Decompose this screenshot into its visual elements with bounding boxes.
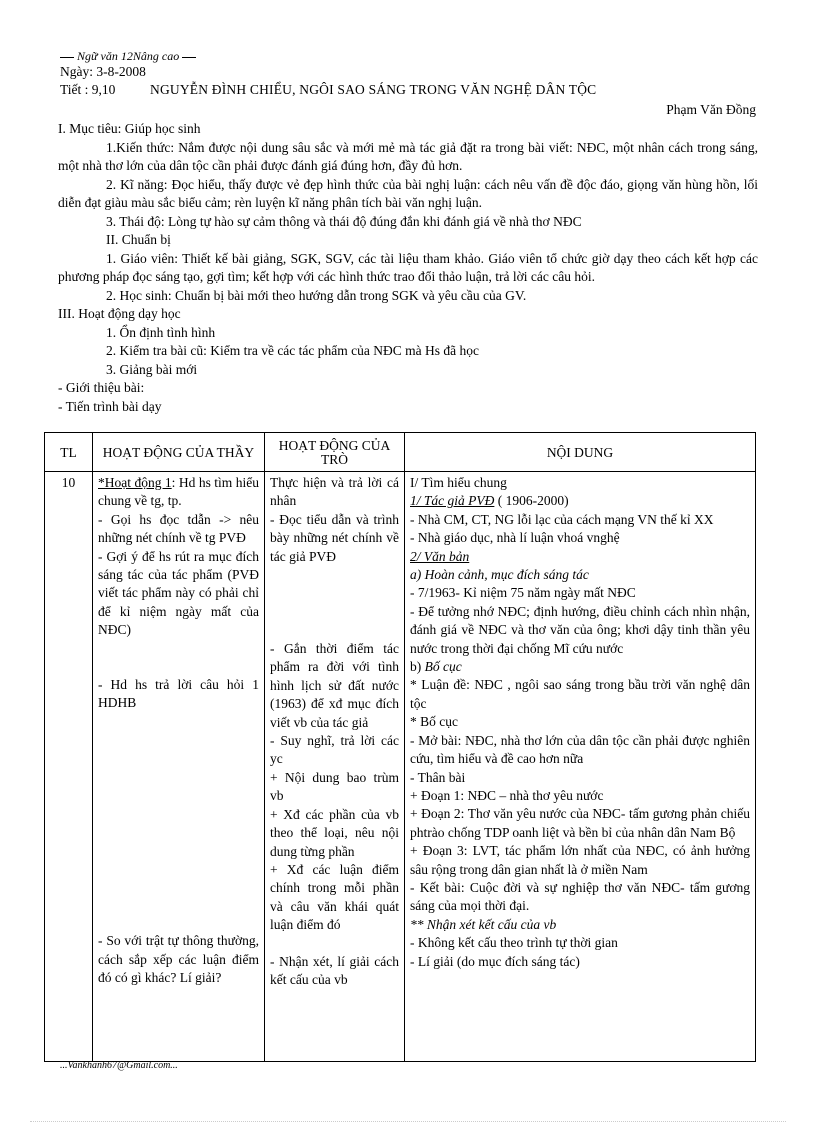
header-tl: TL xyxy=(45,433,93,472)
content-author-2: - Nhà giáo dục, nhà lí luận vhoá vnghệ xyxy=(410,530,620,546)
content-thesis: * Luận đề: NĐC , ngôi sao sáng trong bầu trời văn nghệ dân tộc xyxy=(410,677,750,711)
teacher-step-purpose: - Gợi ý để hs rút ra mục đích sáng tác của tác phẩm (PVĐ viết tác phẩm này có phải chỉ để kỉ niệm ngày mất của NĐC) xyxy=(98,548,259,638)
spacer xyxy=(270,566,399,640)
content-context-heading: a) Hoàn cảnh, mục đích sáng tác xyxy=(410,567,589,583)
cell-teacher xyxy=(93,472,265,1062)
lesson-plan-table xyxy=(44,432,756,1062)
content-text-heading: 2/ Văn bản xyxy=(410,548,470,564)
activity-step-2: 2. Kiểm tra bài cũ: Kiểm tra về các tác phẩm của NĐC mà Hs đã học xyxy=(106,343,479,358)
cell-tl: 10 xyxy=(45,472,93,1062)
lesson-period: Tiết : 9,10 xyxy=(60,82,116,97)
structure-prefix: b) xyxy=(410,659,425,675)
teacher-step-read: - Gọi hs đọc tdẫn -> nêu những nét chính về tg PVĐ xyxy=(98,511,259,546)
content-remark-1: - Không kết cấu theo trình tự thời gian xyxy=(410,935,618,951)
subject-header xyxy=(60,48,196,64)
header-rule-right xyxy=(182,57,196,58)
content-context-1: - 7/1963- Kỉ niệm 75 năm ngày mất NĐC xyxy=(410,585,636,601)
subject-label: Ngữ văn 12Nâng cao xyxy=(77,49,180,63)
objectives-heading: I. Mục tiêu: Giúp học sinh xyxy=(58,121,201,136)
activity-label: *Hoạt động 1 xyxy=(98,475,172,490)
teacher-activity-1 xyxy=(98,474,259,511)
header-rule-left xyxy=(60,57,74,58)
header-content: NỘI DUNG xyxy=(405,433,756,472)
content-conclusion: - Kết bài: Cuộc đời và sự nghiệp thơ văn NĐC- tấm gương sáng của mọi thời đại. xyxy=(410,879,750,914)
author-name: Phạm Văn Đồng xyxy=(666,102,756,117)
activities-heading: III. Hoạt động dạy học xyxy=(58,306,181,321)
student-step-1: Thực hiện và trả lời cá nhân xyxy=(270,475,399,509)
student-step-4: - Suy nghĩ, trả lời các yc xyxy=(270,733,399,767)
content-para-3: + Đoạn 3: LVT, tác phẩm lớn nhất của NĐC, có ảnh hưởng sâu rộng trong dân gian nhất là ở miền Nam xyxy=(410,843,750,877)
cell-content xyxy=(405,472,756,1062)
spacer xyxy=(270,935,399,953)
lesson-date: Ngày: 3-8-2008 xyxy=(60,64,146,79)
lesson-title: NGUYỄN ĐÌNH CHIỂU, NGÔI SAO SÁNG TRONG VĂN NGHỆ DÂN TỘC xyxy=(150,82,597,97)
footer-email: ...Vankhanh67@Gmail.com... xyxy=(60,1060,178,1071)
header-student: HOẠT ĐỘNG CỦA TRÒ xyxy=(265,433,405,472)
content-author-1: - Nhà CM, CT, NG lỗi lạc của cách mạng VN thế kỉ XX xyxy=(410,511,714,527)
student-step-2: - Đọc tiểu dẫn và trình bày những nét chính về tác giả PVĐ xyxy=(270,511,399,564)
content-structure: * Bố cục xyxy=(410,714,458,730)
author-heading-label: 1/ Tác giả PVĐ xyxy=(410,493,495,509)
content-remark-2: - Lí giải (do mục đích sáng tác) xyxy=(410,953,580,969)
objective-attitude: 3. Thái độ: Lòng tự hào sự cảm thông và thái độ đúng đắn khi đánh giá về nhà thơ NĐC xyxy=(106,213,582,229)
content-remark-heading: ** Nhận xét kết cấu của vb xyxy=(410,916,557,932)
structure-label: Bố cục xyxy=(424,659,462,675)
content-context-2: - Để tưởng nhớ NĐC; định hướng, điều chỉnh cách nhìn nhận, đánh giá về NĐC và thơ văn của ông; khơi dậy tinh thần yêu nước trong thời đại chống Mĩ cứu nước xyxy=(410,603,750,656)
content-general: I/ Tìm hiểu chung xyxy=(410,475,507,490)
content-para-2: + Đoạn 2: Thơ văn yêu nước của NĐC- tấm gương phản chiếu phtrào chống TDP oanh liệt và bền bỉ của nhân dân Nam Bộ xyxy=(410,806,750,840)
objective-knowledge: 1.Kiến thức: Nắm được nội dung sâu sắc và mới mẻ mà tác giả đặt ra trong bài viết: NĐC, một nhân cách trong sáng, một nhà thơ lớn của dân tộc cần phải được đánh giá đúng hơn, đầy đủ hơn. xyxy=(58,139,758,173)
content-body: - Thân bài xyxy=(410,769,466,785)
content-author-heading xyxy=(410,492,750,510)
spacer xyxy=(98,640,259,676)
header-teacher: HOẠT ĐỘNG CỦA THẦY xyxy=(93,433,265,472)
student-step-8: - Nhận xét, lí giải cách kết cấu của vb xyxy=(270,953,399,987)
content-structure-heading xyxy=(410,658,750,676)
teacher-step-compare: - So với trật tự thông thường, cách sắp xếp các luận điểm đó có gì khác? Lí giải? xyxy=(98,933,259,986)
cell-student xyxy=(265,472,405,1062)
student-step-6: + Xđ các phần của vb theo thể loại, nêu nội dung từng phần xyxy=(270,806,399,859)
page-edge-divider xyxy=(30,1121,786,1122)
student-step-5: + Nội dung bao trùm vb xyxy=(270,769,399,804)
preparation-teacher: 1. Giáo viên: Thiết kế bài giảng, SGK, SGV, các tài liệu tham khảo. Giáo viên tổ chức giờ dạy theo cách kết hợp các phương pháp đọc sáng tạo, gợi tìm; kết hợp với các hình thức trao đổi thảo luận, trả lời các câu hỏi. xyxy=(58,250,758,284)
activity-step-1: 1. Ổn định tình hình xyxy=(106,324,216,340)
activity-desc: : Hd hs tìm hiểu chung về tg, tp. xyxy=(98,475,260,509)
author-years: ( 1906-2000) xyxy=(494,493,569,509)
table-row xyxy=(45,472,756,1062)
lesson-progress: - Tiến trình bài dạy xyxy=(58,398,162,414)
student-step-3: - Gắn thời điểm tác phẩm ra đời với tình hình lịch sử đất nước (1963) để xđ mục đích viết vb của tác giả xyxy=(270,641,399,730)
student-step-7: + Xđ các luận điểm chính trong mỗi phần và câu văn khái quát luận điểm đó xyxy=(270,861,399,933)
content-intro: - Mở bài: NĐC, nhà thơ lớn của dân tộc cần phải được nghiên cứu, tìm hiểu và đề cao hơn nữa xyxy=(410,732,750,767)
content-para-1: + Đoạn 1: NĐC – nhà thơ yêu nước xyxy=(410,787,604,803)
preparation-student: 2. Học sinh: Chuẩn bị bài mới theo hướng dẫn trong SGK và yêu cầu của GV. xyxy=(106,287,527,303)
objective-skill: 2. Kĩ năng: Đọc hiểu, thấy được vẻ đẹp hình thức của bài nghị luận: cách nêu vấn đề độc đáo, giọng văn hùng hồn, lối diễn đạt giàu màu sắc biểu cảm; rèn luyện kĩ năng phân tích bài văn nghị luận. xyxy=(58,176,758,210)
teacher-step-question: - Hd hs trả lời câu hỏi 1 HDHB xyxy=(98,676,259,711)
objectives-section xyxy=(58,120,758,416)
lesson-intro: - Giới thiệu bài: xyxy=(58,380,145,395)
activity-step-3: 3. Giảng bài mới xyxy=(106,361,198,377)
spacer xyxy=(98,712,259,932)
preparation-heading: II. Chuẩn bị xyxy=(106,232,171,247)
table-header-row xyxy=(45,433,756,472)
